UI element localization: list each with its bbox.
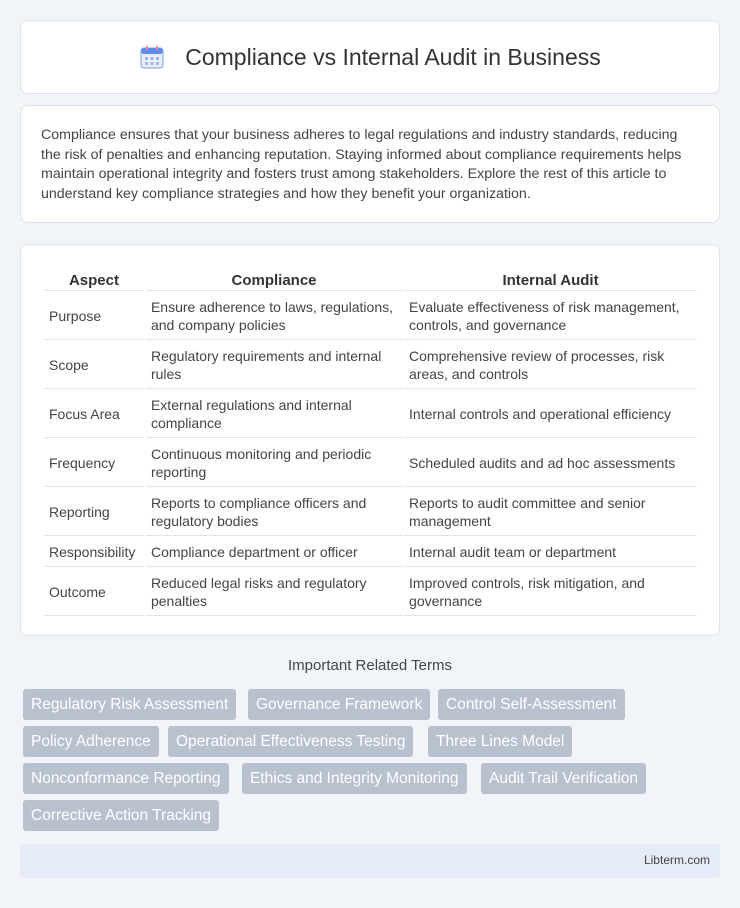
compliance-cell: Compliance department or officer [146, 538, 402, 567]
related-term-tag[interactable]: Regulatory Risk Assessment [23, 689, 236, 720]
compliance-cell: Ensure adherence to laws, regulations, and company policies [146, 293, 402, 340]
title-wrap [139, 44, 601, 71]
aspect-cell: Focus Area [44, 391, 144, 438]
internal-audit-cell: Scheduled audits and ad hoc assessments [404, 440, 697, 487]
internal-audit-cell: Internal controls and operational efficiency [404, 391, 697, 438]
internal-audit-cell: Comprehensive review of processes, risk areas, and controls [404, 342, 697, 389]
related-terms-title: Important Related Terms [288, 657, 452, 674]
table-row [44, 293, 697, 340]
table-row [44, 489, 697, 536]
related-term-tag[interactable]: Control Self-Assessment [438, 689, 625, 720]
calendar-icon [139, 44, 165, 70]
column-header-aspect: Aspect [44, 267, 144, 291]
aspect-cell: Purpose [44, 293, 144, 340]
page-title: Compliance vs Internal Audit in Business [185, 43, 601, 70]
table-header-row [44, 267, 697, 291]
related-term-tag[interactable]: Operational Effectiveness Testing [168, 726, 413, 757]
column-header-internal-audit: Internal Audit [404, 267, 697, 291]
table-row [44, 569, 697, 616]
intro-paragraph: Compliance ensures that your business adheres to legal regulations and industry standards, reducing the risk of penalties and enhancing reputation. Staying informed about compliance requirements helps maintain operational integrity and fosters trust among stakeholders. Explore the rest of this article to understand key compliance strategies and how they benefit your organization. [41, 127, 682, 202]
comparison-table-card [20, 244, 720, 636]
footer [20, 844, 720, 878]
related-term-tag[interactable]: Nonconformance Reporting [23, 763, 229, 794]
internal-audit-cell: Evaluate effectiveness of risk management, controls, and governance [404, 293, 697, 340]
related-term-tag[interactable]: Governance Framework [248, 689, 430, 720]
related-term-tag[interactable]: Ethics and Integrity Monitoring [242, 763, 467, 794]
table-row [44, 391, 697, 438]
aspect-cell: Outcome [44, 569, 144, 616]
column-header-compliance: Compliance [146, 267, 402, 291]
compliance-cell: Regulatory requirements and internal rules [146, 342, 402, 389]
related-term-tag[interactable]: Three Lines Model [428, 726, 572, 757]
table-row [44, 342, 697, 389]
header-card [20, 20, 720, 94]
footer-site-link[interactable]: Libterm.com [643, 853, 710, 867]
aspect-cell: Frequency [44, 440, 144, 487]
internal-audit-cell: Internal audit team or department [404, 538, 697, 567]
internal-audit-cell: Reports to audit committee and senior management [404, 489, 697, 536]
comparison-table [42, 265, 699, 618]
compliance-cell: Continuous monitoring and periodic reporting [146, 440, 402, 487]
compliance-cell: External regulations and internal compliance [146, 391, 402, 438]
table-row [44, 538, 697, 567]
related-term-tag[interactable]: Policy Adherence [23, 726, 159, 757]
compliance-cell: Reports to compliance officers and regulatory bodies [146, 489, 402, 536]
aspect-cell: Scope [44, 342, 144, 389]
compliance-cell: Reduced legal risks and regulatory penalties [146, 569, 402, 616]
related-term-tag[interactable]: Audit Trail Verification [481, 763, 646, 794]
internal-audit-cell: Improved controls, risk mitigation, and governance [404, 569, 697, 616]
table-row [44, 440, 697, 487]
aspect-cell: Responsibility [44, 538, 144, 567]
intro-card [20, 105, 720, 223]
related-term-tag[interactable]: Corrective Action Tracking [23, 800, 219, 831]
aspect-cell: Reporting [44, 489, 144, 536]
